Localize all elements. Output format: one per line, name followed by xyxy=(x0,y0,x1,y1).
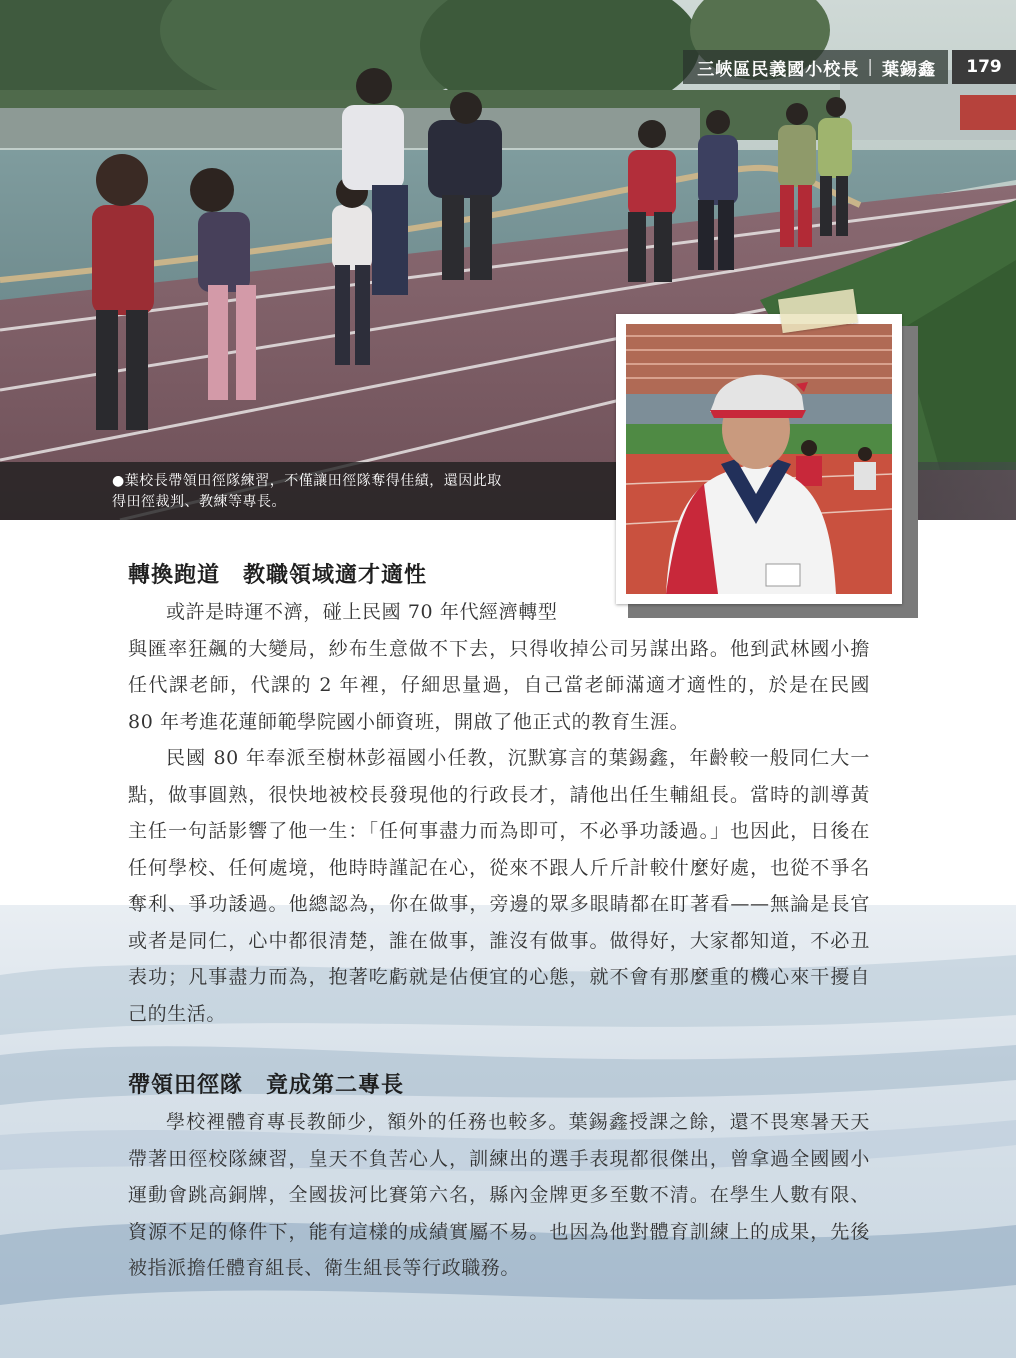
caption-line-1: ●葉校長帶領田徑隊練習，不僅讓田徑隊奪得佳績，還因此取 xyxy=(112,473,502,489)
running-title: 三峽區民義國小校長 xyxy=(697,59,860,80)
paragraph-1 xyxy=(128,594,870,740)
paragraph-2: 民國 80 年奉派至樹林彭福國小任教，沉默寡言的葉錫鑫，年齡較一般同仁大一點，做事圓熟，很快地被校長發現他的行政長才，請他出任生輔組長。當時的訓導黃主任一句話影響了他一生：「任何事盡力而為即可，不必爭功諉過。」也因此，日後在任何學校、任何處境，他時時謹記在心，從來不跟人斤斤計較什麼好處，也從不爭名奪利、爭功諉過。他總認為，你在做事，旁邊的眾多眼睛都在盯著看——無論是長官或者是同仁，心中都很清楚，誰在做事，誰沒有做事。做得好，大家都知道，不必丑表功；凡事盡力而為，抱著吃虧就是佔便宜的心態，就不會有那麼重的機心來干擾自己的生活。 xyxy=(128,747,870,1025)
article-section-1 xyxy=(128,556,870,1032)
section-heading-2: 帶領田徑隊 竟成第二專長 xyxy=(128,1072,405,1098)
paragraph-3: 學校裡體育專長教師少，額外的任務也較多。葉錫鑫授課之餘，還不畏寒暑天天帶著田徑校隊練習，皇天不負苦心人，訓練出的選手表現都很傑出，曾拿過全國國小運動會跳高銅牌，全國拔河比賽第六名，縣內金牌更多至數不清。在學生人數有限、資源不足的條件下，能有這樣的成績實屬不易。也因為他對體育訓練上的成果，先後被指派擔任體育組長、衛生組長等行政職務。 xyxy=(128,1111,870,1279)
paragraph-1-line-1: 或許是時運不濟，碰上民國 70 年代經濟轉型 xyxy=(166,601,558,623)
title-separator: | xyxy=(867,57,874,77)
paragraph-1-rest: 與匯率狂飆的大變局，紗布生意做不下去，只得收掉公司另謀出路。他到武林國小擔任代課老師，代課的 2 年裡，仔細思量過，自己當老師滿適才適性的，於是在民國 80 年考進花蓮師範學院國小師資班，開啟了他正式的教育生涯。 xyxy=(128,637,870,733)
photo-caption xyxy=(0,462,620,520)
running-title-box xyxy=(683,50,948,84)
article-section-2 xyxy=(128,1066,870,1287)
running-header xyxy=(656,50,1016,84)
page-number: 179 xyxy=(952,50,1016,84)
principal-name: 葉錫鑫 xyxy=(882,59,936,80)
section-heading-1: 轉換跑道 教職領域適才適性 xyxy=(128,562,428,588)
portrait-photo xyxy=(626,324,892,594)
caption-line-2: 得田徑裁判、教練等專長。 xyxy=(112,494,286,510)
